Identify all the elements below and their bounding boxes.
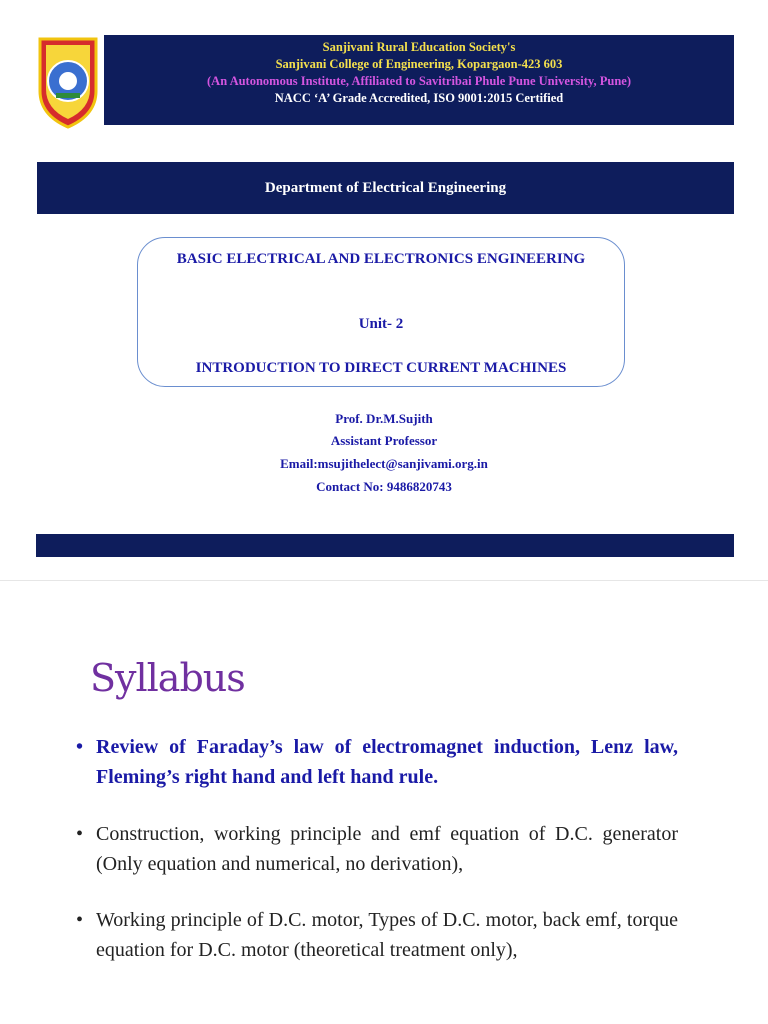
slide-divider [0, 580, 768, 581]
bullet-icon: • [76, 736, 84, 758]
syllabus-item [76, 732, 678, 792]
unit-topic: INTRODUCTION TO DIRECT CURRENT MACHINES [195, 360, 567, 376]
affiliation: (An Autonomous Institute, Affiliated to Savitribai Phule Pune University, Pune) [207, 74, 631, 88]
syllabus-item-text: Construction, working principle and emf equation of D.C. generator (Only equation and numerical, no derivation), [96, 823, 678, 875]
course-title: BASIC ELECTRICAL AND ELECTRONICS ENGINEERING [176, 251, 586, 267]
footer-band [36, 534, 734, 557]
syllabus-item-text: Review of Faraday’s law of electromagnet induction, Lenz law, Fleming’s right hand and left hand rule. [96, 736, 678, 788]
society-name: Sanjivani Rural Education Society's [322, 40, 516, 54]
course-title-box [137, 237, 625, 387]
department-band: Department of Electrical Engineering [37, 162, 734, 214]
author-designation: Assistant Professor [330, 433, 438, 448]
college-name: Sanjivani College of Engineering, Kopargaon-423 603 [275, 57, 563, 71]
author-name: Prof. Dr.M.Sujith [335, 411, 433, 426]
author-email: Email:msujithelect@sanjivami.org.in [280, 456, 488, 471]
author-contact: Contact No: 9486820743 [316, 479, 452, 494]
bullet-icon: • [76, 909, 84, 931]
syllabus-item [76, 905, 678, 965]
syllabus-item-text: Working principle of D.C. motor, Types of D.C. motor, back emf, torque equation for D.C. motor (theoretical treatment only), [96, 909, 678, 961]
unit-label: Unit- 2 [358, 316, 404, 332]
bullet-icon: • [76, 823, 84, 845]
accreditation: NACC ‘A’ Grade Accredited, ISO 9001:2015 Certified [274, 91, 564, 105]
college-logo [34, 33, 102, 131]
syllabus-title: Syllabus [90, 656, 245, 700]
syllabus-item [76, 819, 678, 879]
institute-header [104, 35, 734, 125]
